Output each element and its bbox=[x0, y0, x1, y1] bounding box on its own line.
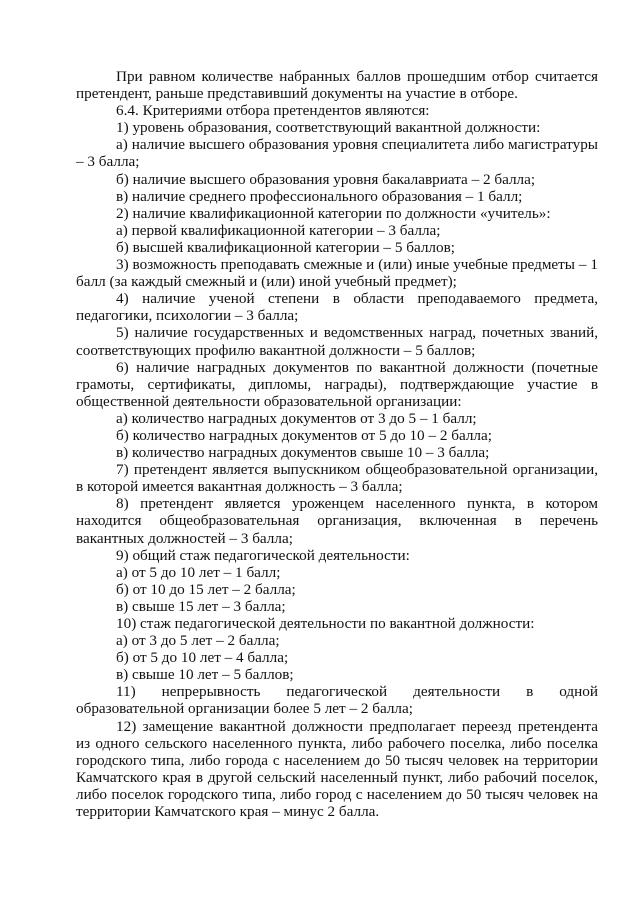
criterion-1a: а) наличие высшего образования уровня специалитета либо магистратуры – 3 балла; bbox=[76, 136, 598, 171]
criterion-6a: а) количество наградных документов от 3 до 5 – 1 балл; bbox=[116, 409, 477, 427]
criterion-1c: в) наличие среднего профессионального образования – 1 балл; bbox=[116, 187, 523, 205]
criterion-6b: б) количество наградных документов от 5 до 10 – 2 балла; bbox=[116, 426, 492, 444]
criterion-10-position-experience: 10) стаж педагогической деятельности по вакантной должности: bbox=[116, 615, 535, 632]
criterion-6-documents: 6) наличие наградных документов по вакантной должности (почетные грамоты, сертификаты, дипломы, награды), подтверждающие участие в общественной деятельности образовательной организации: bbox=[76, 358, 598, 410]
paragraph-tiebreak: При равном количестве набранных баллов прошедшим отбор считается претендент, раньше представивший документы на участие в отборе. bbox=[76, 68, 598, 103]
criterion-9c: в) свыше 15 лет – 3 балла; bbox=[116, 597, 286, 615]
criterion-10a: а) от 3 до 5 лет – 2 балла; bbox=[116, 632, 280, 650]
criterion-2-category: 2) наличие квалификационной категории по должности «учитель»: bbox=[116, 204, 551, 222]
criterion-3-subjects: 3) возможность преподавать смежные и (или) иные учебные предметы – 1 балл (за каждый смежный и (или) иной учебный предмет); bbox=[76, 256, 598, 291]
criterion-11-continuity: 11) непрерывность педагогической деятельности в одной образовательной организации более 5 лет – 2 балла; bbox=[76, 683, 598, 718]
document-page bbox=[76, 68, 598, 820]
criterion-2a: а) первой квалификационной категории – 3 балла; bbox=[116, 221, 441, 239]
criterion-9a: а) от 5 до 10 лет – 1 балл; bbox=[116, 563, 281, 581]
criterion-10b: б) от 5 до 10 лет – 4 балла; bbox=[116, 649, 289, 667]
criterion-12-relocation: 12) замещение вакантной должности предполагает переезд претендента из одного сельского населенного пункта, либо рабочего поселка, либо поселка городского типа, либо города с населением до 50 тысяч человек на территории Камчатского края в другой сельский населенный пункт, либо рабочий поселок, либо поселок городского типа, либо город с населением до 50 тысяч человек на территории Камчатского края – минус 2 балла. bbox=[76, 717, 598, 821]
criterion-8-native: 8) претендент является уроженцем населенного пункта, в котором находится общеобразовательная организация, включенная в перечень вакантных должностей – 3 балла; bbox=[76, 495, 598, 547]
criterion-9-total-experience: 9) общий стаж педагогической деятельности: bbox=[116, 546, 410, 564]
criterion-7-graduate: 7) претендент является выпускником общеобразовательной организации, в которой имеется вакантная должность – 3 балла; bbox=[76, 461, 598, 496]
criterion-4-degree: 4) наличие ученой степени в области преподаваемого предмета, педагогики, психологии – 3 балла; bbox=[76, 290, 598, 325]
criterion-10c: в) свыше 10 лет – 5 баллов; bbox=[116, 666, 294, 684]
criterion-2b: б) высшей квалификационной категории – 5 баллов; bbox=[116, 238, 455, 256]
criterion-1-education: 1) уровень образования, соответствующий вакантной должности: bbox=[116, 119, 541, 137]
criterion-5-awards: 5) наличие государственных и ведомственных наград, почетных званий, соответствующих профилю вакантной должности – 5 баллов; bbox=[76, 324, 598, 359]
criterion-6c: в) количество наградных документов свыше 10 – 3 балла; bbox=[116, 444, 490, 462]
paragraph-criteria-heading: 6.4. Критериями отбора претендентов являются: bbox=[116, 102, 430, 120]
criterion-9b: б) от 10 до 15 лет – 2 балла; bbox=[116, 580, 296, 598]
criterion-1b: б) наличие высшего образования уровня бакалавриата – 2 балла; bbox=[116, 170, 536, 188]
